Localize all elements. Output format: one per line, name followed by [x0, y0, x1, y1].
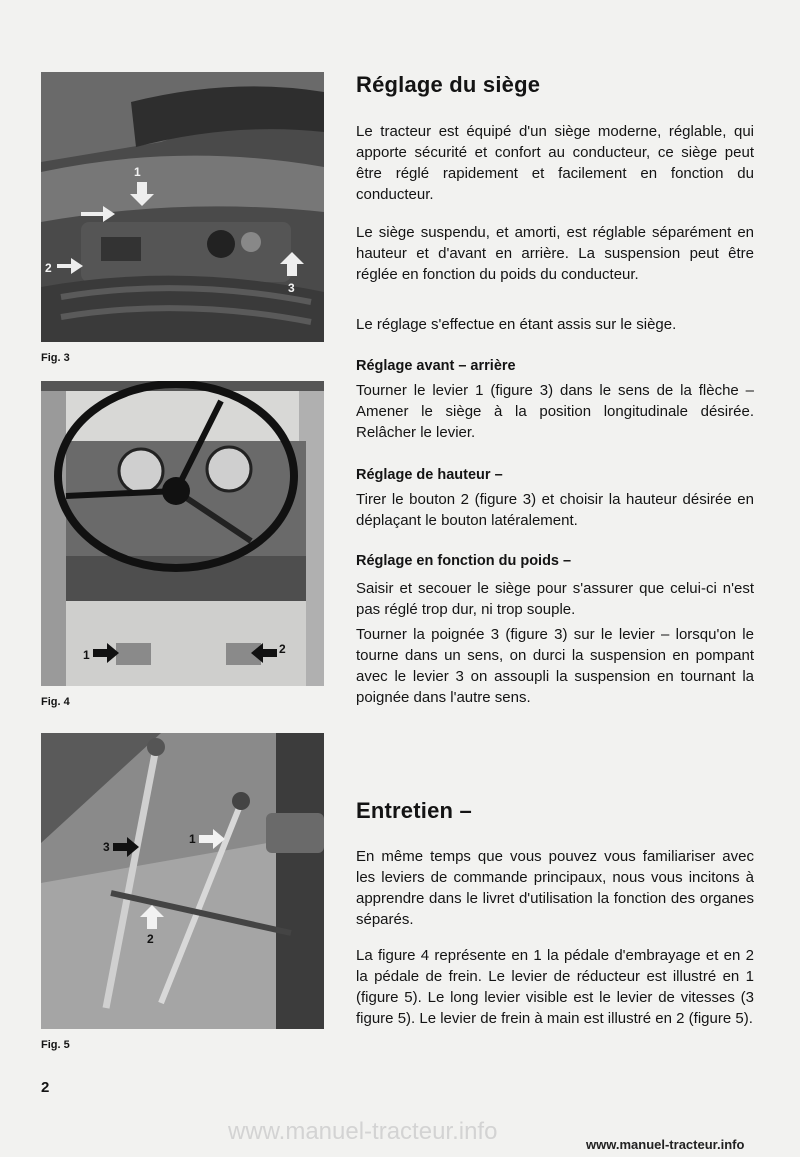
paragraph-front-back: Tourner le levier 1 (figure 3) dans le sens de la flèche – Amener le siège à la position longitudinale désirée. Relâcher le levier. — [356, 382, 754, 441]
label-3: 3 — [288, 281, 295, 295]
paragraph-maintenance-figures: La figure 4 représente en 1 la pédale d'embrayage et en 2 la pédale de frein. Le levier de réducteur est illustré en 1 (figure 5). Le long levier visible est le levier de vitesses (3 figure 5). Le levier de frein à main est illustré en 2 (figure 5). — [356, 947, 754, 1027]
figure-4-steering-photo — [41, 381, 324, 686]
paragraph-weight-check: Saisir et secouer le siège pour s'assurer que celui-ci n'est pas réglé trop dur, ni trop souple. — [356, 580, 754, 618]
label-2: 2 — [45, 261, 52, 275]
section-title-maintenance: Entretien – — [356, 798, 472, 823]
label-1: 1 — [189, 832, 196, 846]
steering-pedals-illustration — [41, 381, 324, 686]
watermark-center: www.manuel-tracteur.info — [228, 1118, 498, 1145]
subheading-weight: Réglage en fonction du poids – — [356, 553, 572, 569]
figure-5-levers-photo — [41, 733, 324, 1029]
subheading-height: Réglage de hauteur – — [356, 467, 503, 483]
paragraph-weight-adjust: Tourner la poignée 3 (figure 3) sur le levier – lorsqu'on le tourne dans un sens, on durci la suspension en pompant avec le levier 3 on assoupli la suspension en tournant la poignée dans l'autre sens. — [356, 626, 754, 706]
section-title-seat-adjustment: Réglage du siège — [356, 72, 541, 97]
paragraph-suspension: Le siège suspendu, et amorti, est réglable séparément en hauteur et d'avant en arrière. La suspension peut être réglée en fonction du poids du conducteur. — [356, 224, 754, 283]
paragraph-intro: Le tracteur est équipé d'un siège moderne, réglable, qui apporte sécurité et confort au conducteur, ce siège peut être réglé rapidement et facilement en fonction du conducteur. — [356, 123, 754, 203]
label-2: 2 — [279, 642, 286, 656]
seat-controls-illustration — [41, 72, 324, 342]
paragraph-maintenance-intro: En même temps que vous pouvez vous familiariser avec les leviers de commande principaux, nous vous incitons à apprendre dans le livret d'utilisation la fonction des organes séparés. — [356, 848, 754, 928]
figure-3-caption: Fig. 3 — [41, 352, 70, 364]
levers-illustration — [41, 733, 324, 1029]
paragraph-height: Tirer le bouton 2 (figure 3) et choisir la hauteur désirée en déplaçant le bouton latéralement. — [356, 491, 754, 529]
figure-4-caption: Fig. 4 — [41, 696, 70, 708]
label-2: 2 — [147, 932, 154, 946]
subheading-front-back: Réglage avant – arrière — [356, 358, 516, 374]
label-1: 1 — [83, 648, 90, 662]
watermark-right: www.manuel-tracteur.info — [586, 1137, 745, 1152]
label-3: 3 — [103, 840, 110, 854]
paragraph-seated: Le réglage s'effectue en étant assis sur le siège. — [356, 316, 677, 333]
figure-3-seat-photo — [41, 72, 324, 342]
figure-5-caption: Fig. 5 — [41, 1039, 70, 1051]
page-number: 2 — [41, 1079, 50, 1096]
label-1: 1 — [134, 165, 141, 179]
